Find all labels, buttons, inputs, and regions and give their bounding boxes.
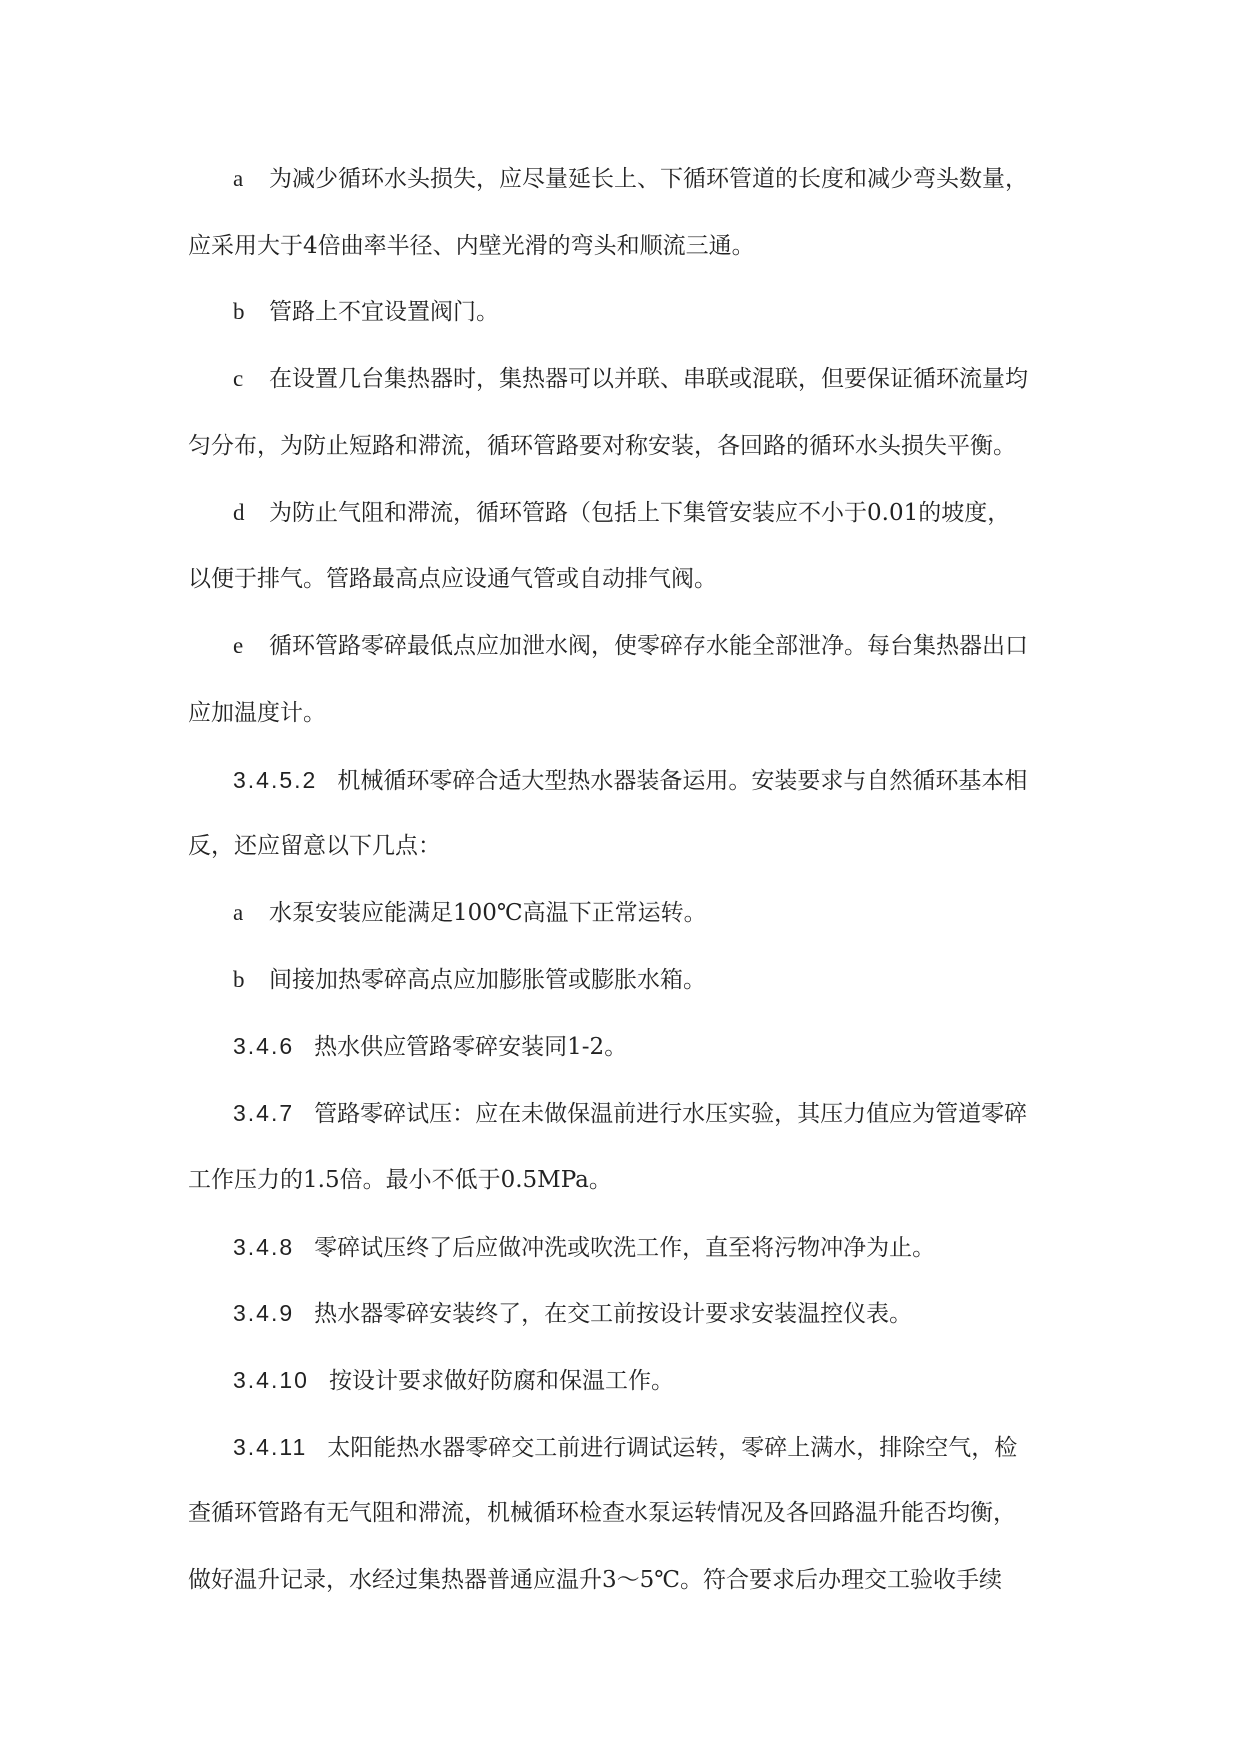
item-text: 循环管路零碎最低点应加泄水阀，使零碎存水能全部泄净。每台集热器出口 — [269, 633, 1028, 659]
section-number: 3.4.6 — [233, 1033, 295, 1059]
item-text: 为减少循环水头损失，应尽量延长上、下循环管道的长度和减少弯头数量， — [269, 166, 1028, 192]
section-3411-line-2 — [188, 1498, 1016, 1528]
item-marker: d — [233, 500, 245, 525]
sub-item-b — [233, 965, 706, 995]
item-text: 水泵安装应能满足100℃高温下正常运转。 — [269, 900, 707, 926]
item-text: 间接加热零碎高点应加膨胀管或膨胀水箱。 — [269, 967, 706, 993]
section-text: 太阳能热水器零碎交工前进行调试运转，零碎上满水，排除空气，检 — [327, 1435, 1018, 1461]
section-text: 热水器零碎安装终了，在交工前按设计要求安装温控仪表。 — [314, 1301, 913, 1327]
section-text: 查循环管路有无气阻和滞流，机械循环检查水泵运转情况及各回路温升能否均衡， — [188, 1500, 1016, 1526]
item-marker: a — [233, 166, 244, 191]
item-b-line-1 — [233, 297, 499, 327]
section-number: 3.4.5.2 — [233, 767, 318, 793]
section-number: 3.4.11 — [233, 1434, 308, 1460]
item-e-line-2 — [188, 698, 326, 728]
section-text: 机械循环零碎合适大型热水器装备运用。安装要求与自然循环基本相 — [337, 768, 1028, 794]
item-text: 应加温度计。 — [188, 700, 326, 726]
section-text: 反，还应留意以下几点： — [188, 833, 441, 859]
item-text: 应采用大于4倍曲率半径、内壁光滑的弯头和顺流三通。 — [188, 233, 755, 259]
item-marker: a — [233, 900, 244, 925]
section-number: 3.4.8 — [233, 1234, 295, 1260]
item-marker: b — [233, 299, 245, 324]
item-text: 以便于排气。管路最高点应设通气管或自动排气阀。 — [188, 566, 717, 592]
section-348 — [233, 1232, 935, 1263]
section-347-line-2 — [188, 1165, 612, 1195]
item-marker: e — [233, 633, 244, 658]
section-text: 做好温升记录，水经过集热器普通应温升3～5℃。符合要求后办理交工验收手续 — [188, 1567, 1002, 1593]
section-347-line-1 — [233, 1098, 1027, 1129]
section-text: 管路零碎试压：应在未做保温前进行水压实验，其压力值应为管道零碎 — [314, 1101, 1028, 1127]
section-number: 3.4.7 — [233, 1100, 295, 1126]
item-text: 匀分布，为防止短路和滞流，循环管路要对称安装，各回路的循环水头损失平衡。 — [188, 433, 1016, 459]
section-number: 3.4.9 — [233, 1300, 295, 1326]
item-text: 管路上不宜设置阀门。 — [269, 299, 499, 325]
section-3410 — [233, 1365, 674, 1396]
item-e-line-1 — [233, 631, 1028, 661]
section-3411-line-1 — [233, 1432, 1017, 1463]
item-c-line-2 — [188, 431, 1016, 461]
item-text: 为防止气阻和滞流，循环管路（包括上下集管安装应不小于0.01的坡度， — [269, 500, 1011, 526]
section-349 — [233, 1298, 912, 1329]
item-text: 在设置几台集热器时，集热器可以并联、串联或混联，但要保证循环流量均 — [269, 366, 1028, 392]
item-d-line-2 — [188, 564, 717, 594]
item-marker: b — [233, 967, 245, 992]
section-346 — [233, 1031, 627, 1062]
section-number: 3.4.10 — [233, 1367, 309, 1393]
item-marker: c — [233, 366, 244, 391]
item-d-line-1 — [233, 498, 1010, 528]
item-a-line-2 — [188, 231, 755, 261]
section-text: 零碎试压终了后应做冲洗或吹洗工作，直至将污物冲净为止。 — [314, 1235, 936, 1261]
item-c-line-1 — [233, 364, 1028, 394]
section-3411-line-3 — [188, 1565, 1002, 1595]
section-text: 热水供应管路零碎安装同1-2。 — [314, 1034, 628, 1060]
section-3452-line-1 — [233, 765, 1027, 796]
section-text: 工作压力的1.5倍。最小不低于0.5MPa。 — [188, 1167, 612, 1193]
item-a-line-1 — [233, 164, 1028, 194]
section-3452-line-2 — [188, 831, 441, 861]
sub-item-a — [233, 898, 707, 928]
section-text: 按设计要求做好防腐和保温工作。 — [328, 1368, 674, 1394]
